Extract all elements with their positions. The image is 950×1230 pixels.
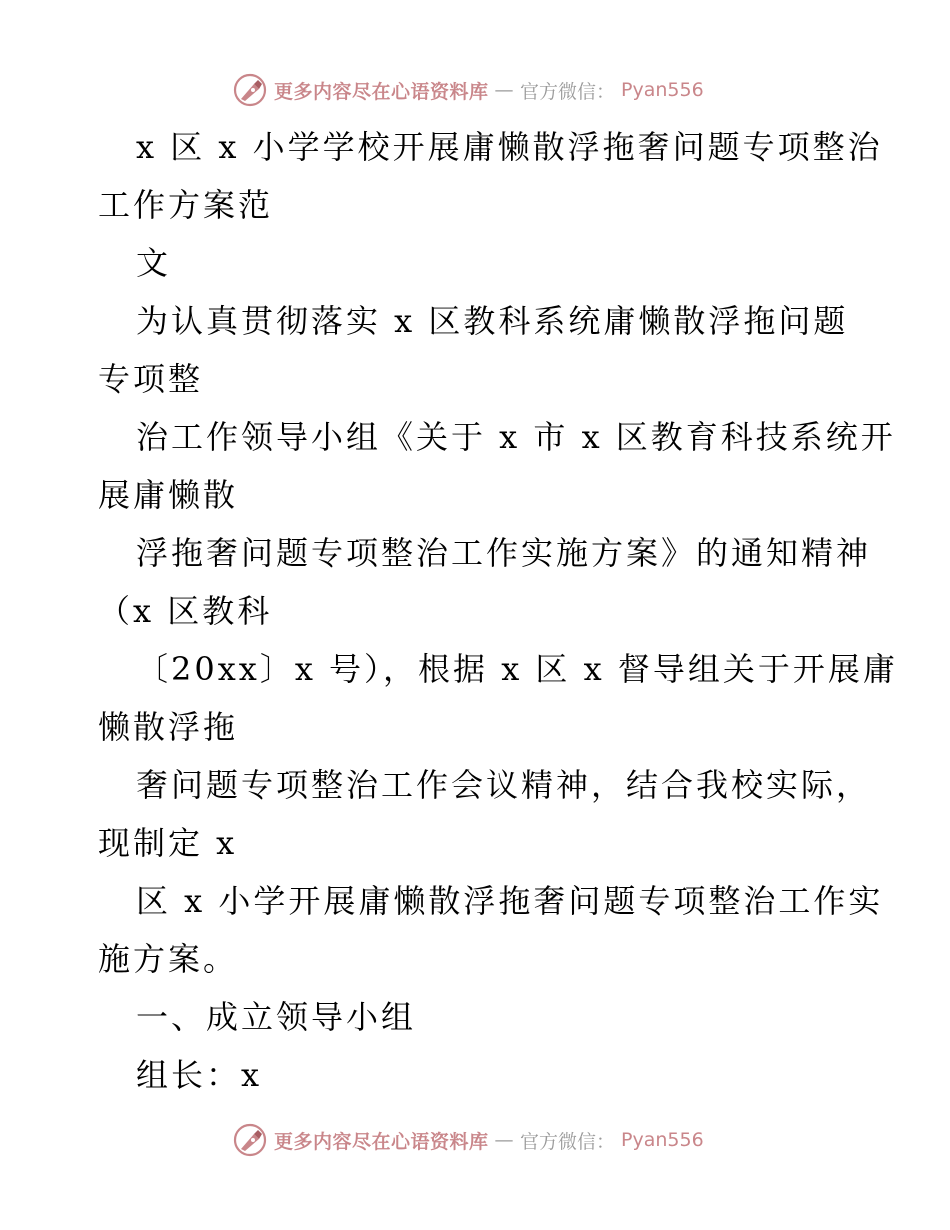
pen-nib-logo-icon [232,72,268,108]
document-body [98,118,898,1104]
pen-nib-logo-icon [232,1122,268,1158]
watermark-dash: — [494,1129,515,1151]
document-line: 奢问题专项整治工作会议精神，结合我校实际， [136,766,872,804]
document-line: 治工作领导小组《关于 x 市 x 区教育科技系统开 [136,418,896,456]
document-line: 专项整 [98,360,204,398]
document-line: 组长：x [136,1056,263,1094]
footer-watermark [232,1120,704,1160]
document-line: 懒散浮拖 [98,708,239,746]
watermark-official-label: 官方微信： [520,80,616,103]
document-line: 文 [136,244,172,282]
document-line: 施方案。 [98,940,239,978]
watermark-dash: — [494,79,515,101]
document-line: 浮拖奢问题专项整治工作实施方案》的通知精神 [136,534,872,572]
document-line: 展庸懒散 [98,476,239,514]
document-line: 为认真贯彻落实 x 区教科系统庸懒散浮拖问题 [136,302,849,340]
document-line: （x 区教科 [98,592,273,630]
document-line: 〔20xx〕x 号），根据 x 区 x 督导组关于开展庸 [136,650,898,688]
watermark-text: 更多内容尽在心语资料库 [274,1130,489,1153]
watermark-text: 更多内容尽在心语资料库 [274,80,489,103]
watermark-wechat-id: Pyan556 [621,1129,704,1151]
header-watermark [232,70,704,110]
document-line: x 区 x 小学学校开展庸懒散浮拖奢问题专项整治 [136,128,883,166]
watermark-wechat-id: Pyan556 [621,79,704,101]
document-line: 工作方案范 [98,186,274,224]
document-line: 区 x 小学开展庸懒散浮拖奢问题专项整治工作实 [136,882,884,920]
document-line: 现制定 x [98,824,238,862]
document-line: 一、成立领导小组 [136,998,417,1036]
watermark-official-label: 官方微信： [520,1130,616,1153]
